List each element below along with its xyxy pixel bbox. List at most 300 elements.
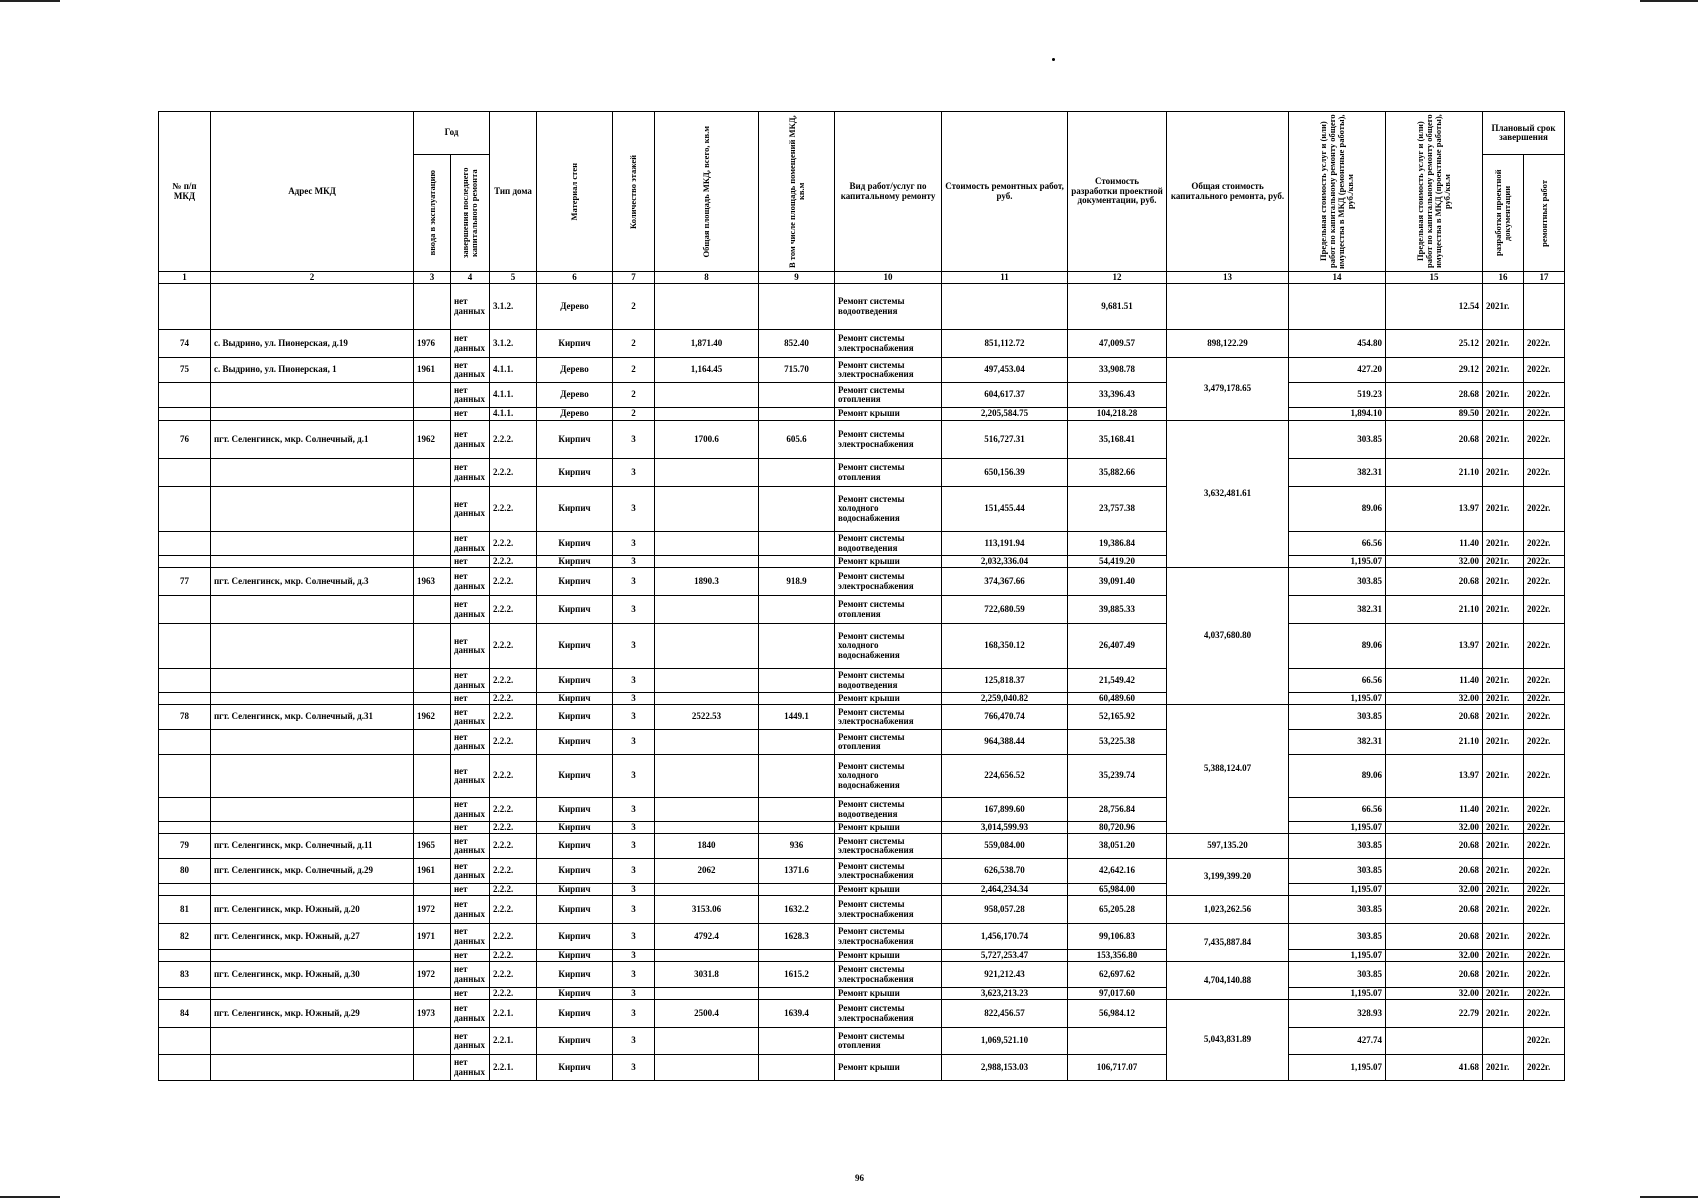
design-cost-cell: 21,549.42 [1068,669,1167,693]
plan-repair-cell: 2022г. [1524,596,1565,624]
floors-cell: 3 [613,1028,655,1055]
address-cell [211,730,414,755]
address-cell [211,284,414,330]
design-cost-cell: 52,165.92 [1068,705,1167,730]
row-number-cell [159,532,211,556]
row-number-cell [159,1028,211,1055]
repair-cost-cell: 822,456.57 [942,1000,1068,1028]
column-number: 13 [1167,272,1289,284]
year-entry-cell [414,1028,451,1055]
design-cost-cell: 53,225.38 [1068,730,1167,755]
house-type-cell: 2.2.2. [490,896,537,924]
capital-repair-table [158,111,1565,1081]
wall-material-cell: Дерево [537,284,613,330]
row-number-cell [159,822,211,834]
repair-cost-cell: 604,617.37 [942,383,1068,408]
header-total-area: Общая площадь МКД, всего, кв.м [655,112,759,272]
plan-repair-cell: 2022г. [1524,924,1565,950]
limit-design-cell: 29.12 [1386,358,1483,383]
limit-repair-cell: 89.06 [1289,624,1386,669]
table-row [159,556,1565,568]
year-repair-cell: нет данных [451,669,490,693]
limit-design-cell: 13.97 [1386,487,1483,532]
limit-repair-cell: 303.85 [1289,896,1386,924]
work-type-cell: Ремонт системы водоотведения [835,669,942,693]
house-type-cell: 2.2.2. [490,924,537,950]
limit-repair-cell: 382.31 [1289,596,1386,624]
repair-cost-cell: 766,470.74 [942,705,1068,730]
design-cost-cell: 33,908.78 [1068,358,1167,383]
year-entry-cell [414,532,451,556]
year-repair-cell: нет данных [451,421,490,459]
table-row [159,383,1565,408]
repair-cost-cell: 626,538.70 [942,859,1068,884]
limit-design-cell: 12.54 [1386,284,1483,330]
premises-area-cell [759,669,835,693]
total-area-cell [655,988,759,1000]
address-cell: с. Выдрино, ул. Пионерская, д.19 [211,330,414,358]
total-cost-cell: 7,435,887.84 [1167,924,1289,962]
year-repair-cell: нет [451,884,490,896]
year-repair-cell: нет [451,988,490,1000]
header-year-group: Год [414,112,490,155]
premises-area-cell: 936 [759,834,835,859]
plan-repair-cell: 2022г. [1524,798,1565,822]
premises-area-cell [759,730,835,755]
repair-cost-cell: 3,623,213.23 [942,988,1068,1000]
address-cell [211,755,414,798]
limit-repair-cell: 519.23 [1289,383,1386,408]
plan-design-cell: 2021г. [1483,924,1524,950]
wall-material-cell: Кирпич [537,950,613,962]
year-repair-cell: нет данных [451,1028,490,1055]
total-cost-cell: 3,479,178.65 [1167,358,1289,421]
row-number-cell: 80 [159,859,211,884]
total-area-cell: 1700.6 [655,421,759,459]
repair-cost-cell: 964,388.44 [942,730,1068,755]
row-number-cell [159,556,211,568]
work-type-cell: Ремонт системы электроснабжения [835,568,942,596]
floors-cell: 3 [613,834,655,859]
address-cell [211,1028,414,1055]
column-number: 6 [537,272,613,284]
floors-cell: 3 [613,693,655,705]
house-type-cell: 2.2.2. [490,532,537,556]
work-type-cell: Ремонт крыши [835,1055,942,1081]
year-repair-cell: нет [451,822,490,834]
floors-cell: 3 [613,822,655,834]
total-area-cell: 3153.06 [655,896,759,924]
header-plan-repair: ремонтных работ [1524,155,1565,272]
premises-area-cell [759,1028,835,1055]
header-house-type: Тип дома [490,112,537,272]
year-entry-cell: 1971 [414,924,451,950]
total-area-cell [655,383,759,408]
total-area-cell [655,798,759,822]
wall-material-cell: Кирпич [537,834,613,859]
year-entry-cell [414,884,451,896]
wall-material-cell: Кирпич [537,705,613,730]
floors-cell: 3 [613,624,655,669]
work-type-cell: Ремонт системы холодного водоснабжения [835,624,942,669]
repair-cost-cell: 650,156.39 [942,459,1068,487]
table-row [159,568,1565,596]
repair-cost-cell [942,284,1068,330]
row-number-cell: 82 [159,924,211,950]
work-type-cell: Ремонт системы водоотведения [835,284,942,330]
house-type-cell: 2.2.2. [490,834,537,859]
design-cost-cell [1068,1028,1167,1055]
year-entry-cell: 1972 [414,896,451,924]
repair-cost-cell: 1,069,521.10 [942,1028,1068,1055]
header-floors: Количество этажей [613,112,655,272]
page-number: 96 [855,1173,864,1183]
row-number-cell [159,884,211,896]
wall-material-cell: Кирпич [537,988,613,1000]
limit-repair-cell: 1,195.07 [1289,950,1386,962]
address-cell [211,596,414,624]
total-area-cell: 2522.53 [655,705,759,730]
work-type-cell: Ремонт системы холодного водоснабжения [835,487,942,532]
premises-area-cell [759,284,835,330]
row-number-cell: 77 [159,568,211,596]
floors-cell: 3 [613,896,655,924]
row-number-cell [159,284,211,330]
premises-area-cell: 1371.6 [759,859,835,884]
repair-cost-cell: 125,818.37 [942,669,1068,693]
address-cell: пгт. Селенгинск, мкр. Южный, д.30 [211,962,414,988]
total-area-cell: 1,164.45 [655,358,759,383]
design-cost-cell: 35,168.41 [1068,421,1167,459]
limit-design-cell: 13.97 [1386,624,1483,669]
row-number-cell [159,1055,211,1081]
wall-material-cell: Кирпич [537,859,613,884]
work-type-cell: Ремонт системы отопления [835,596,942,624]
repair-cost-cell: 559,084.00 [942,834,1068,859]
plan-repair-cell: 2022г. [1524,834,1565,859]
repair-cost-cell: 722,680.59 [942,596,1068,624]
year-entry-cell [414,596,451,624]
header-premises-area: В том числе площадь помещений МКД, кв.м [759,112,835,272]
header-work-type: Вид работ/услуг по капитальному ремонту [835,112,942,272]
limit-repair-cell: 303.85 [1289,705,1386,730]
work-type-cell: Ремонт крыши [835,408,942,421]
limit-repair-cell: 303.85 [1289,421,1386,459]
year-repair-cell: нет данных [451,1000,490,1028]
repair-cost-cell: 167,899.60 [942,798,1068,822]
floors-cell: 3 [613,487,655,532]
floors-cell: 3 [613,962,655,988]
total-cost-cell: 4,037,680.80 [1167,568,1289,705]
plan-repair-cell: 2022г. [1524,624,1565,669]
floors-cell: 3 [613,669,655,693]
scan-corner-mark [1640,0,1698,2]
address-cell [211,459,414,487]
wall-material-cell: Кирпич [537,532,613,556]
limit-repair-cell: 454.80 [1289,330,1386,358]
plan-repair-cell: 2022г. [1524,1000,1565,1028]
year-repair-cell: нет данных [451,1055,490,1081]
header-repair-cost: Стоимость ремонтных работ, руб. [942,112,1068,272]
design-cost-cell: 42,642.16 [1068,859,1167,884]
house-type-cell: 2.2.2. [490,962,537,988]
scan-corner-mark [1640,1196,1698,1198]
design-cost-cell: 99,106.83 [1068,924,1167,950]
design-cost-cell: 19,386.84 [1068,532,1167,556]
total-area-cell [655,669,759,693]
header-row-1 [159,112,1565,155]
plan-design-cell: 2021г. [1483,383,1524,408]
design-cost-cell: 26,407.49 [1068,624,1167,669]
plan-repair-cell: 2022г. [1524,950,1565,962]
table-row [159,859,1565,884]
header-limit-repair: Предельная стоимость услуг и (или) работ по капитальному ремонту общего имущества в МКД (ремонтные работы), руб./кв.м [1289,112,1386,272]
year-entry-cell [414,669,451,693]
limit-repair-cell: 303.85 [1289,834,1386,859]
column-number: 11 [942,272,1068,284]
repair-cost-cell: 224,656.52 [942,755,1068,798]
plan-repair-cell: 2022г. [1524,421,1565,459]
year-entry-cell [414,755,451,798]
work-type-cell: Ремонт системы отопления [835,730,942,755]
plan-design-cell: 2021г. [1483,459,1524,487]
limit-repair-cell: 427.20 [1289,358,1386,383]
row-number-cell [159,730,211,755]
column-number: 4 [451,272,490,284]
table-row [159,487,1565,532]
design-cost-cell: 56,984.12 [1068,1000,1167,1028]
plan-design-cell: 2021г. [1483,834,1524,859]
limit-design-cell: 25.12 [1386,330,1483,358]
plan-design-cell: 2021г. [1483,822,1524,834]
plan-repair-cell: 2022г. [1524,1055,1565,1081]
row-number-cell [159,798,211,822]
address-cell [211,988,414,1000]
work-type-cell: Ремонт системы электроснабжения [835,358,942,383]
table-row [159,730,1565,755]
premises-area-cell: 852.40 [759,330,835,358]
house-type-cell: 2.2.2. [490,884,537,896]
total-area-cell [655,532,759,556]
year-repair-cell: нет [451,950,490,962]
table-row [159,693,1565,705]
year-entry-cell: 1961 [414,358,451,383]
row-number-cell: 79 [159,834,211,859]
house-type-cell: 2.2.2. [490,459,537,487]
plan-design-cell: 2021г. [1483,624,1524,669]
address-cell [211,532,414,556]
limit-design-cell: 11.40 [1386,669,1483,693]
year-repair-cell: нет данных [451,924,490,950]
limit-design-cell: 89.50 [1386,408,1483,421]
year-repair-cell: нет данных [451,798,490,822]
address-cell [211,408,414,421]
header-num: № п/п МКД [159,112,211,272]
limit-design-cell: 32.00 [1386,693,1483,705]
repair-cost-cell: 2,205,584.75 [942,408,1068,421]
limit-repair-cell: 303.85 [1289,924,1386,950]
column-number: 3 [414,272,451,284]
table-row [159,822,1565,834]
year-entry-cell: 1972 [414,962,451,988]
limit-design-cell: 13.97 [1386,755,1483,798]
premises-area-cell [759,988,835,1000]
repair-cost-cell: 516,727.31 [942,421,1068,459]
header-address: Адрес МКД [211,112,414,272]
design-cost-cell: 54,419.20 [1068,556,1167,568]
row-number-cell: 75 [159,358,211,383]
plan-design-cell: 2021г. [1483,669,1524,693]
repair-cost-cell: 921,212.43 [942,962,1068,988]
year-entry-cell [414,408,451,421]
limit-design-cell: 21.10 [1386,730,1483,755]
limit-design-cell: 28.68 [1386,383,1483,408]
plan-repair-cell: 2022г. [1524,408,1565,421]
floors-cell: 3 [613,1055,655,1081]
limit-repair-cell: 427.74 [1289,1028,1386,1055]
table-row [159,950,1565,962]
plan-design-cell: 2021г. [1483,962,1524,988]
table-row [159,1055,1565,1081]
premises-area-cell [759,884,835,896]
row-number-cell [159,693,211,705]
table-row [159,624,1565,669]
year-repair-cell: нет данных [451,532,490,556]
floors-cell: 3 [613,556,655,568]
house-type-cell: 2.2.2. [490,596,537,624]
work-type-cell: Ремонт системы электроснабжения [835,924,942,950]
total-cost-cell: 3,632,481.61 [1167,421,1289,568]
total-cost-cell: 1,023,262.56 [1167,896,1289,924]
limit-design-cell: 22.79 [1386,1000,1483,1028]
work-type-cell: Ремонт крыши [835,693,942,705]
table-row [159,1028,1565,1055]
total-area-cell: 1,871.40 [655,330,759,358]
limit-design-cell: 20.68 [1386,705,1483,730]
column-number: 7 [613,272,655,284]
year-entry-cell [414,487,451,532]
column-number: 2 [211,272,414,284]
work-type-cell: Ремонт системы электроснабжения [835,1000,942,1028]
column-number: 16 [1483,272,1524,284]
plan-design-cell: 2021г. [1483,755,1524,798]
wall-material-cell: Кирпич [537,1055,613,1081]
floors-cell: 3 [613,532,655,556]
year-entry-cell [414,383,451,408]
plan-repair-cell: 2022г. [1524,859,1565,884]
limit-repair-cell: 382.31 [1289,730,1386,755]
design-cost-cell: 97,017.60 [1068,988,1167,1000]
year-entry-cell: 1962 [414,705,451,730]
floors-cell: 2 [613,330,655,358]
repair-cost-cell: 1,456,170.74 [942,924,1068,950]
wall-material-cell: Кирпич [537,755,613,798]
header-limit-design: Предельная стоимость услуг и (или) работ по капитальному ремонту общего имущества в МКД (проектные работы), руб./кв.м [1386,112,1483,272]
total-area-cell: 4792.4 [655,924,759,950]
premises-area-cell: 1449.1 [759,705,835,730]
repair-cost-cell: 2,032,336.04 [942,556,1068,568]
limit-repair-cell: 1,195.07 [1289,693,1386,705]
total-cost-cell: 898,122.29 [1167,330,1289,358]
premises-area-cell [759,487,835,532]
premises-area-cell: 918.9 [759,568,835,596]
design-cost-cell: 9,681.51 [1068,284,1167,330]
limit-repair-cell: 1,195.07 [1289,988,1386,1000]
work-type-cell: Ремонт системы отопления [835,459,942,487]
header-design-cost: Стоимость разработки проектной документации, руб. [1068,112,1167,272]
premises-area-cell: 1632.2 [759,896,835,924]
total-cost-cell: 3,199,399.20 [1167,859,1289,896]
design-cost-cell: 65,205.28 [1068,896,1167,924]
row-number-cell: 76 [159,421,211,459]
header-year-entry: ввода в эксплуатацию [414,155,451,272]
limit-design-cell: 32.00 [1386,884,1483,896]
work-type-cell: Ремонт системы электроснабжения [835,896,942,924]
premises-area-cell [759,755,835,798]
total-area-cell: 2500.4 [655,1000,759,1028]
premises-area-cell: 1615.2 [759,962,835,988]
wall-material-cell: Дерево [537,358,613,383]
table-row [159,705,1565,730]
year-entry-cell: 1973 [414,1000,451,1028]
limit-design-cell: 21.10 [1386,596,1483,624]
table-row [159,358,1565,383]
row-number-cell [159,624,211,669]
column-number: 15 [1386,272,1483,284]
plan-design-cell: 2021г. [1483,358,1524,383]
row-number-cell: 78 [159,705,211,730]
column-number: 8 [655,272,759,284]
limit-design-cell: 20.68 [1386,834,1483,859]
table-body [159,284,1565,1081]
year-entry-cell: 1965 [414,834,451,859]
plan-design-cell: 2021г. [1483,896,1524,924]
plan-design-cell: 2021г. [1483,988,1524,1000]
row-number-cell [159,988,211,1000]
work-type-cell: Ремонт системы холодного водоснабжения [835,755,942,798]
premises-area-cell: 1628.3 [759,924,835,950]
floors-cell: 2 [613,408,655,421]
limit-design-cell: 32.00 [1386,950,1483,962]
limit-design-cell: 11.40 [1386,798,1483,822]
wall-material-cell: Кирпич [537,822,613,834]
house-type-cell: 2.2.2. [490,730,537,755]
table-row [159,532,1565,556]
address-cell [211,822,414,834]
plan-repair-cell: 2022г. [1524,1028,1565,1055]
limit-design-cell: 20.68 [1386,962,1483,988]
design-cost-cell: 33,396.43 [1068,383,1167,408]
design-cost-cell: 28,756.84 [1068,798,1167,822]
premises-area-cell [759,532,835,556]
year-entry-cell: 1961 [414,859,451,884]
limit-design-cell: 20.68 [1386,924,1483,950]
column-number: 17 [1524,272,1565,284]
repair-cost-cell: 958,057.28 [942,896,1068,924]
plan-design-cell [1483,1028,1524,1055]
plan-repair-cell: 2022г. [1524,358,1565,383]
row-number-cell: 83 [159,962,211,988]
house-type-cell: 2.2.1. [490,1028,537,1055]
address-cell: пгт. Селенгинск, мкр. Южный, д.27 [211,924,414,950]
row-number-cell [159,459,211,487]
wall-material-cell: Кирпич [537,962,613,988]
work-type-cell: Ремонт системы водоотведения [835,532,942,556]
header-plan-design: разработки проектной документации [1483,155,1524,272]
limit-design-cell: 41.68 [1386,1055,1483,1081]
design-cost-cell: 106,717.07 [1068,1055,1167,1081]
house-type-cell: 2.2.2. [490,859,537,884]
